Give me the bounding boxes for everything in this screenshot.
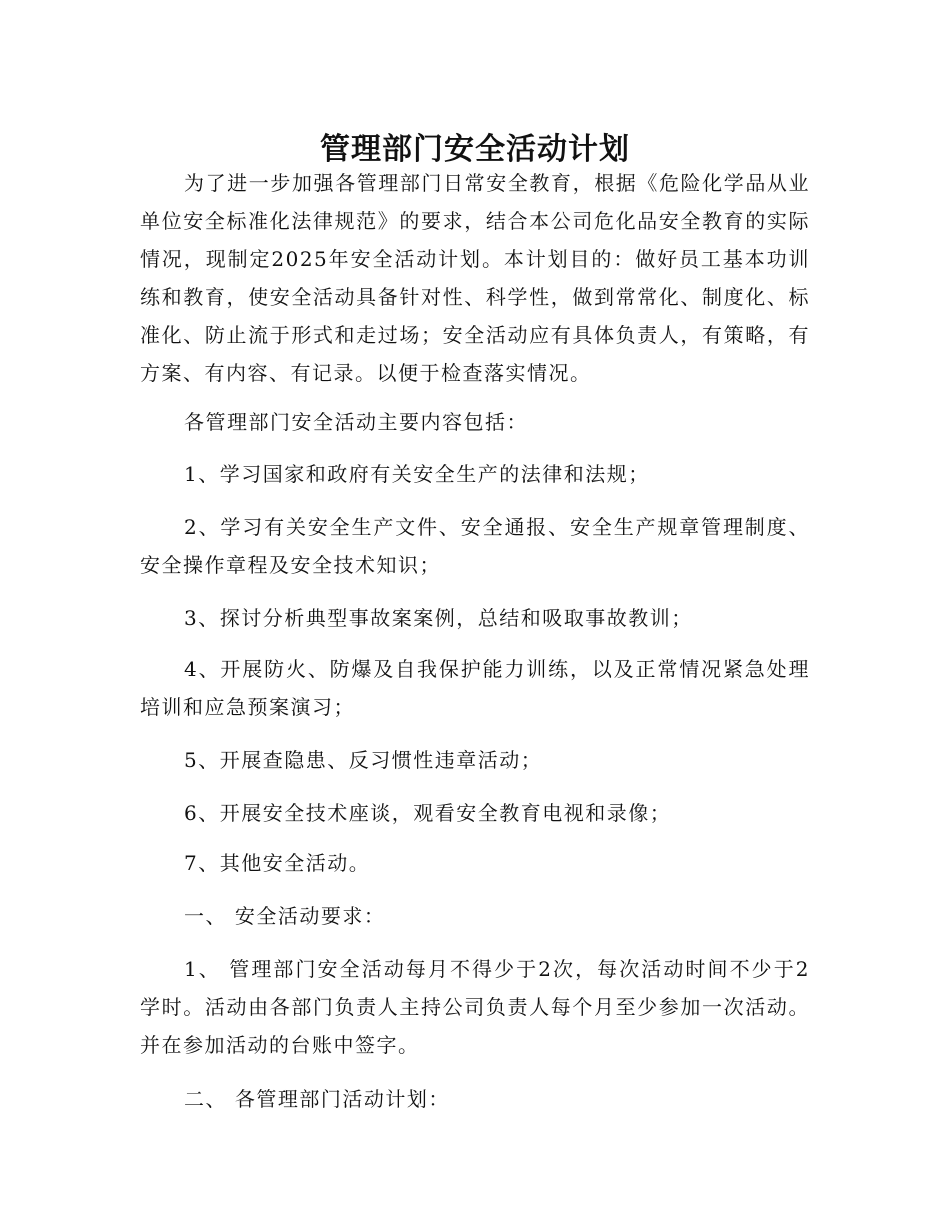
list-item: 2、学习有关安全生产文件、安全通报、安全生产规章管理制度、安全操作章程及安全技术知识； (140, 515, 810, 577)
list-item: 1、学习国家和政府有关安全生产的法律和法规； (184, 462, 650, 486)
list-item: 4、开展防火、防爆及自我保护能力训练，以及正常情况紧急处理培训和应急预案演习； (140, 657, 810, 719)
list-item: 3、探讨分析典型事故案案例，总结和吸取事故教训； (184, 606, 693, 630)
list-item: 6、开展安全技术座谈，观看安全教育电视和录像； (184, 801, 672, 825)
content-heading: 各管理部门安全活动主要内容包括： (184, 410, 528, 434)
section-paragraph: 1、 管理部门安全活动每月不得少于2次，每次活动时间不少于2学时。活动由各部门负责人主持公司负责人每个月至少参加一次活动。并在参加活动的台账中签字。 (140, 957, 810, 1057)
section-heading: 一、 安全活动要求： (184, 904, 386, 928)
list-item: 7、其他安全活动。 (184, 851, 371, 875)
document-title: 管理部门安全活动计划 (320, 132, 630, 168)
list-item: 5、开展查隐患、反习惯性违章活动； (184, 748, 543, 772)
intro-paragraph: 为了进一步加强各管理部门日常安全教育，根据《危险化学品从业单位安全标准化法律规范》的要求，结合本公司危化品安全教育的实际情况，现制定2025年安全活动计划。本计划目的：做好员工基本功训练和教育，使安全活动具备针对性、科学性，做到常常化、制度化、标准化、防止流于形式和走过场；安全活动应有具体负责人，有策略，有方案、有内容、有记录。以便于检查落实情况。 (140, 171, 810, 385)
section-heading: 二、 各管理部门活动计划： (184, 1087, 450, 1111)
